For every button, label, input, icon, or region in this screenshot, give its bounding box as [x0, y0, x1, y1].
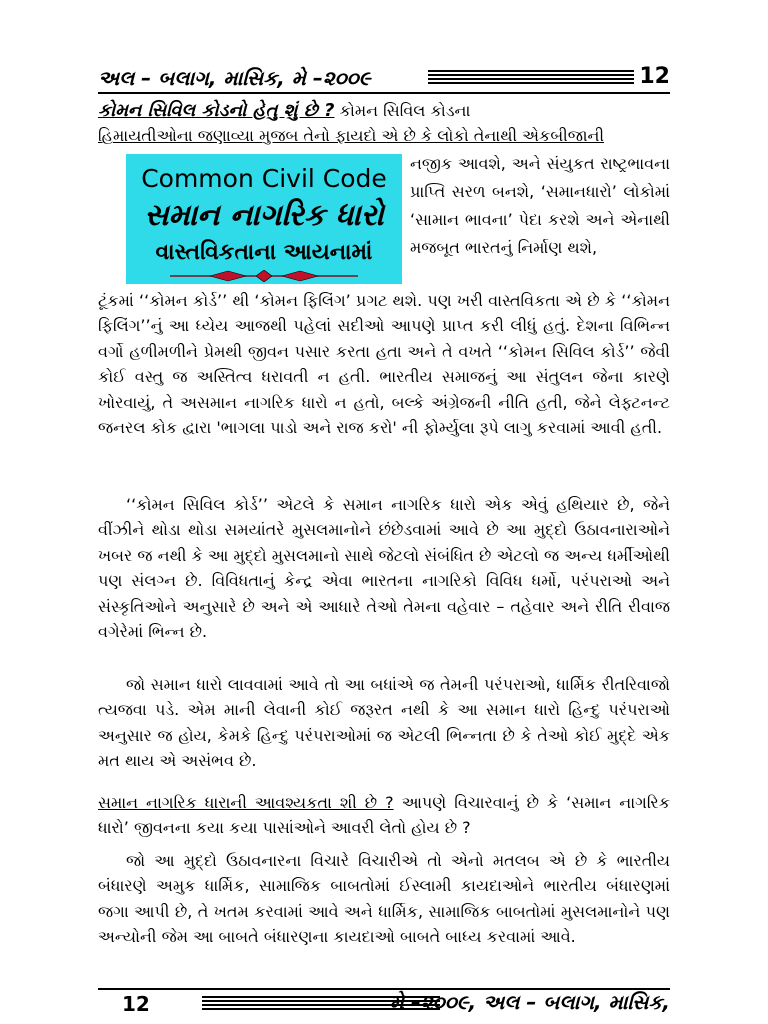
intro-lines	[98, 98, 670, 149]
question-heading: સમાન નાગરિક ધારાની આવશ્યકતા શી છે ?	[98, 793, 394, 812]
body-paragraph-1: ટૂંકમાં ‘‘કોમન કોર્ડ’’ થી ‘કોમન ફિલિંગ’ પ્રગટ થશે. પણ ખરી વાસ્તવિકતા એ છે કે ‘‘કોમન ફિલિંગ’’નું આ ધ્યેય આજથી પહેલાં સદીઓ આપણે પ્રાપ્ત કરી લીધું હતું. દેશના વિભિન્ન વર્ગો હળીમળીને પ્રેમથી જીવન પસાર કરતા હતા અને તે વખતે ‘‘કોમન સિવિલ કોર્ડ’’ જેવી કોઈ વસ્તુ જ અસ્તિત્વ ધરાવતી ન હતી. ભારતીય સમાજનું આ સંતુલન જેના કારણે ખોરવાયું, તે અસમાન નાગરિક ધારો ન હતો, બલ્કે અંગ્રેજની નીતિ હતી, જેને લેફ્ટનન્ટ જનરલ કોક દ્વારા 'ભાગલા પાડો અને રાજ કરો' ની ફોર્મ્યુલા રૂપે લાગુ કરવામાં આવી હતી.	[98, 291, 670, 438]
page-header	[98, 64, 670, 94]
body-paragraph-3: જો સમાન ધારો લાવવામાં આવે તો આ બધાંએ જ તેમની પરંપરાઓ, ધાર્મિક રીતરિવાજો ત્યજવા પડે. એમ માની લેવાની કોઈ જરૂરત નથી કે આ સમાન ધારો હિન્દુ પરંપરાઓ અનુસાર જ હોય, કેમકે હિન્દુ પરંપરાઓમાં જ એટલી ભિન્નતા છે કે તેઓ કોઈ મુદ્દે એક મત થાય એ અસંભવ છે.	[98, 675, 670, 771]
question-text: આપણે વિચારવાનું છે કે ‘સમાન નાગરિક ધારો’ જીવનના કયા કયા પાસાંઓને આવરી લેતો હોય છે ?	[98, 793, 671, 838]
box-subtitle: વાસ્તવિકતાના આયનામાં	[155, 240, 373, 265]
header-divider	[98, 92, 670, 94]
english-title: Common Civil Code	[141, 164, 387, 193]
section-heading: કોમન સિવિલ કોડનો હેતુ શું છે ?	[98, 100, 335, 121]
page-footer	[98, 990, 670, 1018]
body-paragraph-4: જો આ મુદ્દો ઉઠાવનારના વિચારે વિચારીએ તો એનો મતલબ એ છે કે ભારતીય બંધારણે અમુક ધાર્મિક, સામાજિક બાબતોમાં ઈસ્લામી કાયદાઓને ભારતીય બંધારણમાં જગા આપી છે, તે ખતમ કરવામાં આવે અને ધાર્મિક, સામાજિક બાબતોમાં મુસલમાનોને પણ અન્યોની જેમ આ બાબતે બંધારણના કાયદાઓ બાબતે બાધ્ય કરવામાં આવે.	[98, 851, 670, 947]
side-text: નજીક આવશે, અને સંયુકત રાષ્ટ્રભાવના પ્રાપ્તિ સરળ બનશે, ‘સમાનધારો’ લોકોમાં ‘સામાન ભાવના’ પેદા કરશે અને એનાથી મજબૂત ભારતનું નિર્માણ થશે,	[410, 154, 670, 257]
intro-line-2: હિમાયતીઓના જણાવ્યા મુજબ તેનો ફાયદો એ છે કે લોકો તેનાથી એકબીજાની	[98, 126, 605, 146]
ornament-divider-icon	[170, 270, 358, 282]
magazine-title: અલ – બલાગ, માસિક, મે –૨૦૦૯	[98, 66, 371, 90]
intro-text: કોમન સિવિલ કોડના	[334, 101, 471, 120]
gujarati-title: સમાન નાગરિક ધારો	[144, 198, 384, 233]
footer-page-number: 12	[122, 992, 150, 1016]
header-rule-decoration	[428, 70, 634, 84]
body-paragraph-2: ‘‘કોમન સિવિલ કોર્ડ’’ એટલે કે સમાન નાગરિક ધારો એક એવું હથિયાર છે, જેને વીંઝીને થોડા થોડા સમયાંતરે મુસલમાનોને છંછેડવામાં આવે છે આ મુદ્દો ઉઠાવનારાઓને ખબર જ નથી કે આ મુદ્દો મુસલમાનો સાથે જેટલો સંબંધિત છે એટલો જ અન્ય ધર્મીઓથી પણ સંલગ્ન છે. વિવિધતાનું કેન્દ્ર એવા ભારતના નાગરિકો વિવિધ ધર્મો, પરંપરાઓ અને સંસ્કૃતિઓને અનુસારે છે અને એ આધારે તેઓ તેમના વહેવાર – તહેવાર અને રીતિ રીવાજ વગેરેમાં ભિન્ન છે.	[98, 495, 670, 642]
title-box	[126, 154, 402, 284]
question-paragraph	[98, 790, 670, 841]
page-number: 12	[639, 64, 670, 89]
footer-title: મે –૨૦૦૯, અલ – બલાગ, માસિક,	[389, 990, 670, 1014]
